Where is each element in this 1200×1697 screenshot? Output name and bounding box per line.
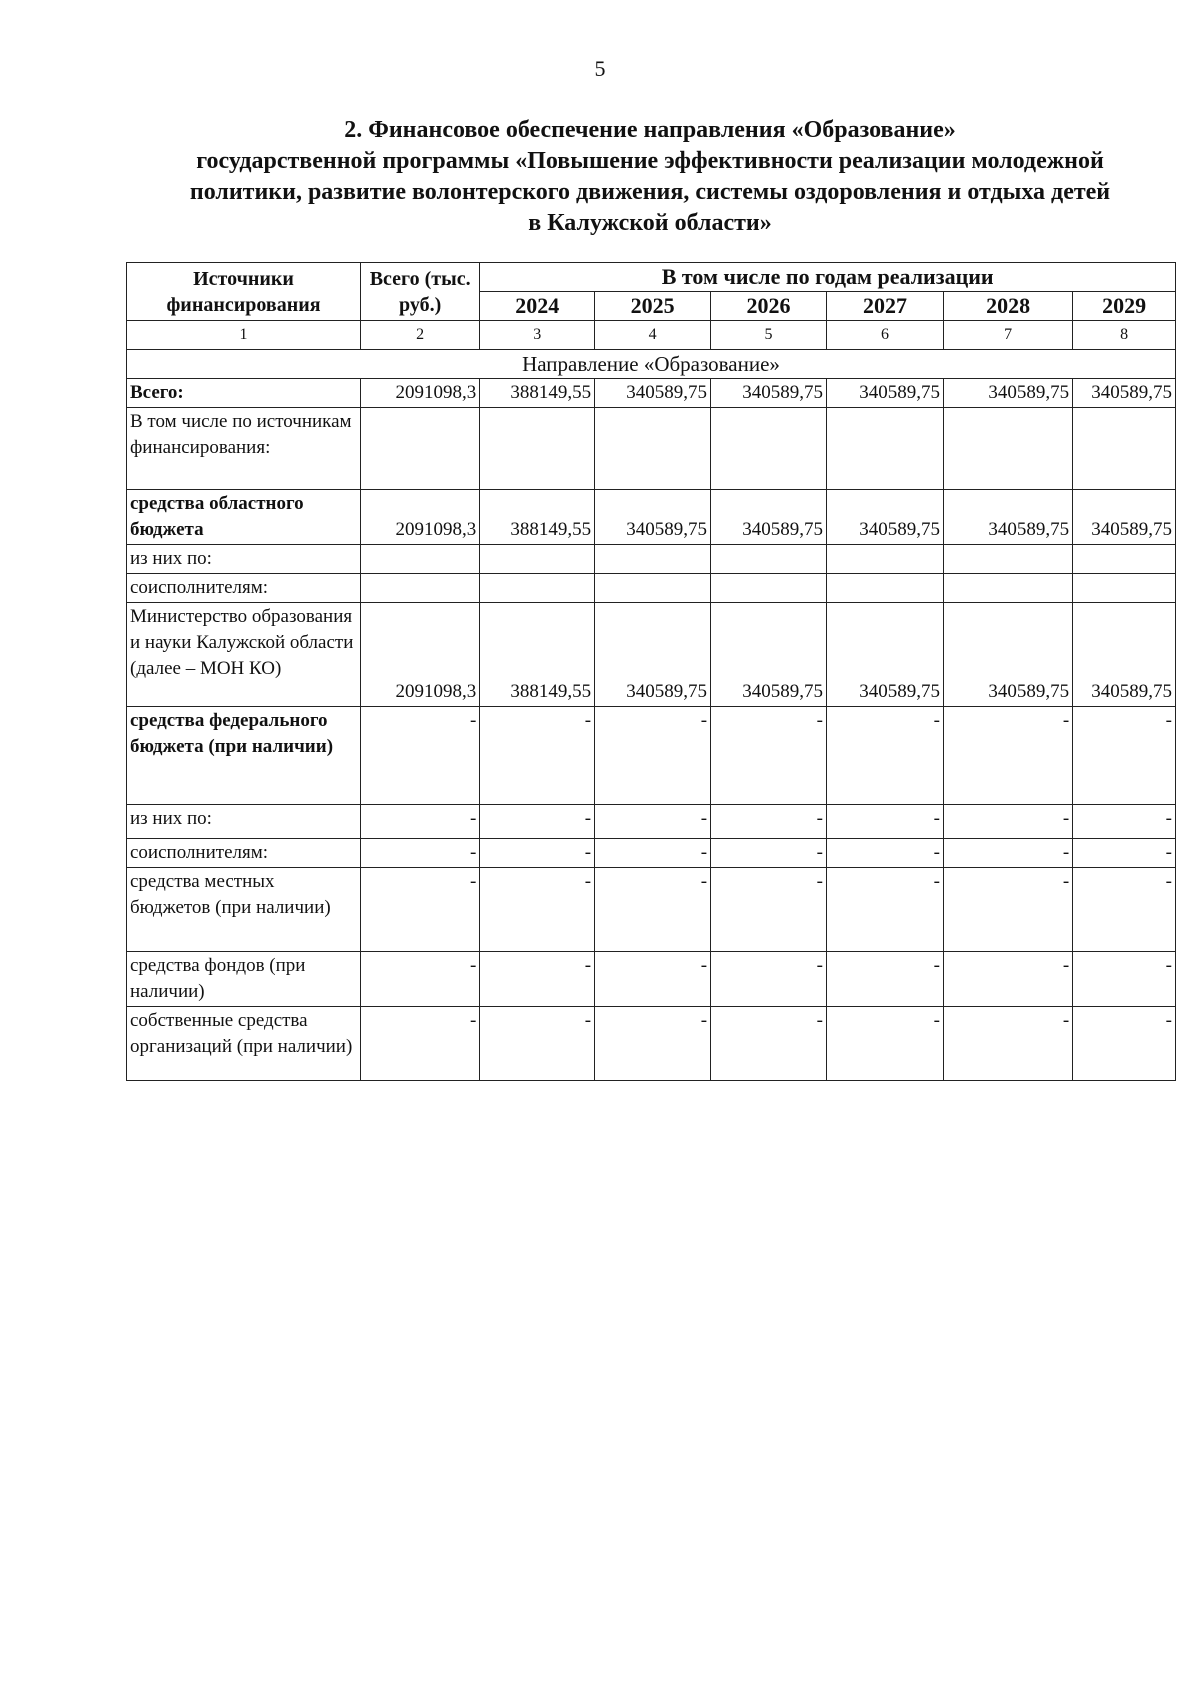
cell-value: -	[944, 1007, 1073, 1081]
header-year: 2027	[826, 292, 943, 321]
cell-value: 340589,75	[595, 603, 711, 707]
cell-value	[944, 574, 1073, 603]
cell-value: -	[361, 839, 480, 868]
cell-value: -	[711, 1007, 827, 1081]
cell-value	[595, 574, 711, 603]
section-row	[127, 350, 1176, 379]
cell-value: -	[480, 952, 595, 1007]
title-line: государственной программы «Повышение эффективности реализации молодежной	[196, 148, 1104, 174]
cell-value	[361, 574, 480, 603]
cell-value: -	[1073, 707, 1176, 805]
header-year: 2025	[595, 292, 711, 321]
table-row	[127, 952, 1176, 1007]
cell-value	[480, 574, 595, 603]
cell-value	[1073, 574, 1176, 603]
cell-value	[480, 545, 595, 574]
cell-value	[361, 408, 480, 490]
cell-value: 340589,75	[944, 603, 1073, 707]
cell-value: -	[361, 868, 480, 952]
column-number: 5	[711, 321, 827, 350]
cell-value	[595, 545, 711, 574]
document-title	[130, 115, 1170, 239]
cell-value: -	[1073, 952, 1176, 1007]
row-label: средства фондов (при наличии)	[127, 952, 361, 1007]
row-label: соисполнителям:	[127, 574, 361, 603]
cell-value: -	[1073, 868, 1176, 952]
cell-value: 340589,75	[711, 379, 827, 408]
cell-value	[1073, 408, 1176, 490]
title-line: 2. Финансовое обеспечение направления «Образование»	[344, 117, 956, 143]
cell-value: -	[944, 868, 1073, 952]
cell-value: 340589,75	[826, 490, 943, 545]
table-row	[127, 408, 1176, 490]
financing-table	[126, 262, 1176, 1081]
page-number: 5	[594, 56, 606, 81]
cell-value: 340589,75	[711, 603, 827, 707]
cell-value: -	[826, 839, 943, 868]
cell-value: -	[826, 707, 943, 805]
table-row	[127, 839, 1176, 868]
cell-value	[826, 545, 943, 574]
cell-value: -	[944, 839, 1073, 868]
table-row	[127, 805, 1176, 839]
cell-value: -	[595, 1007, 711, 1081]
row-label: соисполнителям:	[127, 839, 361, 868]
cell-value: 340589,75	[1073, 379, 1176, 408]
cell-value: -	[595, 952, 711, 1007]
title-line: в Калужской области»	[528, 210, 772, 236]
table-row	[127, 707, 1176, 805]
cell-value: 2091098,3	[361, 490, 480, 545]
cell-value	[944, 545, 1073, 574]
cell-value: -	[826, 805, 943, 839]
column-number: 3	[480, 321, 595, 350]
column-number: 1	[127, 321, 361, 350]
cell-value: -	[361, 1007, 480, 1081]
cell-value	[595, 408, 711, 490]
cell-value: -	[361, 805, 480, 839]
column-number: 2	[361, 321, 480, 350]
cell-value: 340589,75	[1073, 490, 1176, 545]
column-number: 7	[944, 321, 1073, 350]
row-label: из них по:	[127, 545, 361, 574]
header-year: 2026	[711, 292, 827, 321]
header-year: 2028	[944, 292, 1073, 321]
cell-value: -	[1073, 839, 1176, 868]
column-number: 4	[595, 321, 711, 350]
cell-value: -	[480, 868, 595, 952]
table-row	[127, 545, 1176, 574]
cell-value: -	[711, 805, 827, 839]
cell-value: -	[826, 952, 943, 1007]
table-row	[127, 379, 1176, 408]
cell-value	[826, 574, 943, 603]
cell-value: -	[826, 1007, 943, 1081]
cell-value	[826, 408, 943, 490]
cell-value	[361, 545, 480, 574]
cell-value: -	[595, 868, 711, 952]
cell-value: -	[480, 805, 595, 839]
cell-value: 388149,55	[480, 379, 595, 408]
cell-value: -	[711, 868, 827, 952]
cell-value	[480, 408, 595, 490]
cell-value: -	[480, 707, 595, 805]
row-label: средства местных бюджетов (при наличии)	[127, 868, 361, 952]
column-number-row	[127, 321, 1176, 350]
cell-value: -	[1073, 1007, 1176, 1081]
cell-value: -	[595, 707, 711, 805]
cell-value: 388149,55	[480, 603, 595, 707]
cell-value: -	[711, 839, 827, 868]
cell-value: 340589,75	[826, 379, 943, 408]
row-label: собственные средства организаций (при наличии)	[127, 1007, 361, 1081]
cell-value: -	[595, 805, 711, 839]
cell-value	[711, 408, 827, 490]
column-number: 6	[826, 321, 943, 350]
title-line: политики, развитие волонтерского движения, системы оздоровления и отдыха детей	[189, 179, 1111, 205]
cell-value: 388149,55	[480, 490, 595, 545]
header-year: 2029	[1073, 292, 1176, 321]
cell-value: -	[595, 839, 711, 868]
cell-value: -	[944, 805, 1073, 839]
header-year: 2024	[480, 292, 595, 321]
cell-value: -	[944, 707, 1073, 805]
table-row	[127, 490, 1176, 545]
cell-value	[711, 574, 827, 603]
cell-value: 340589,75	[1073, 603, 1176, 707]
row-label: средства областного бюджета	[127, 490, 361, 545]
table-row	[127, 574, 1176, 603]
cell-value	[944, 408, 1073, 490]
cell-value: -	[711, 707, 827, 805]
row-label: из них по:	[127, 805, 361, 839]
cell-value: 2091098,3	[361, 603, 480, 707]
cell-value: -	[361, 707, 480, 805]
table-row	[127, 1007, 1176, 1081]
table-row	[127, 603, 1176, 707]
header-total: Всего (тыс. руб.)	[361, 263, 480, 321]
row-label: Всего:	[127, 379, 361, 408]
cell-value: -	[711, 952, 827, 1007]
cell-value: -	[480, 839, 595, 868]
cell-value: -	[361, 952, 480, 1007]
cell-value: 340589,75	[826, 603, 943, 707]
cell-value: -	[1073, 805, 1176, 839]
header-sources: Источники финансирования	[127, 263, 361, 321]
row-label: средства федерального бюджета (при наличии)	[127, 707, 361, 805]
cell-value	[1073, 545, 1176, 574]
column-number: 8	[1073, 321, 1176, 350]
cell-value	[711, 545, 827, 574]
row-label: В том числе по источникам финансирования:	[127, 408, 361, 490]
cell-value: -	[944, 952, 1073, 1007]
cell-value: 340589,75	[944, 379, 1073, 408]
cell-value: 340589,75	[711, 490, 827, 545]
cell-value: -	[826, 868, 943, 952]
cell-value: 340589,75	[944, 490, 1073, 545]
cell-value: 2091098,3	[361, 379, 480, 408]
table-row	[127, 868, 1176, 952]
row-label: Министерство образования и науки Калужской области (далее – МОН КО)	[127, 603, 361, 707]
section-title: Направление «Образование»	[127, 350, 1176, 379]
header-years-span: В том числе по годам реализации	[480, 263, 1176, 292]
cell-value: 340589,75	[595, 379, 711, 408]
cell-value: 340589,75	[595, 490, 711, 545]
cell-value: -	[480, 1007, 595, 1081]
